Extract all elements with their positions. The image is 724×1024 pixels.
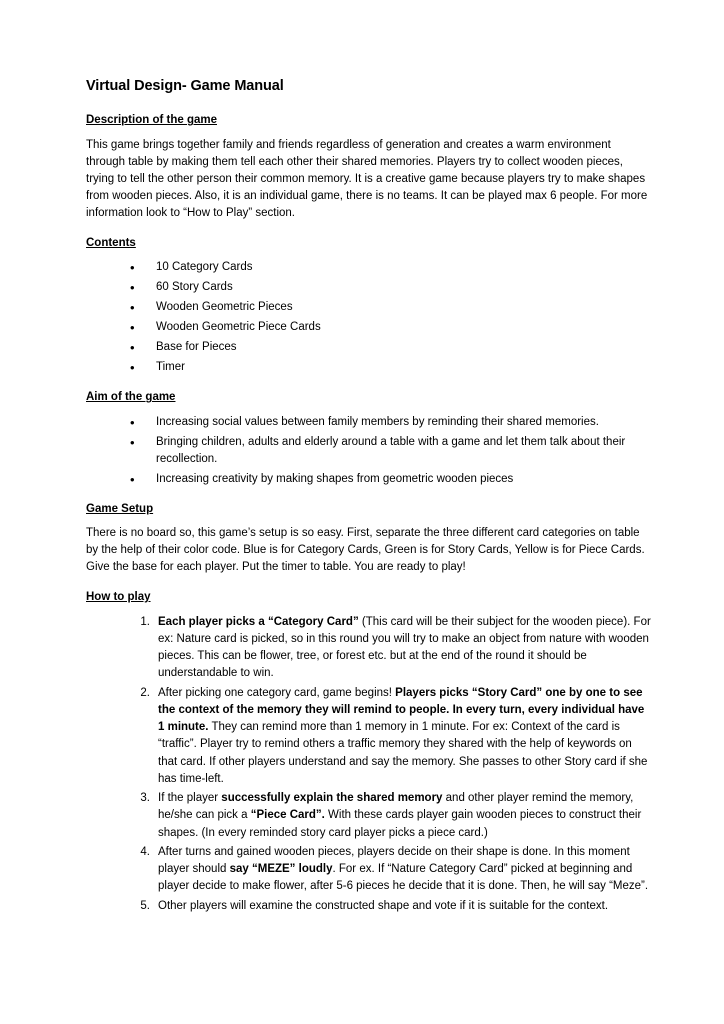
step-bold-lead: Each player picks a “Category Card” bbox=[158, 615, 359, 628]
step-text: With these cards player gain wooden pieces to construct their shapes. (In every reminded story card player picks a piece card.) bbox=[158, 809, 642, 839]
list-item: • Increasing social values between family members by reminding their shared memories. bbox=[130, 414, 652, 431]
step-bold-mid: Players picks “Story Card” one by one to see the context of the memory they will remind to people. In every turn, every individual have 1 minute. bbox=[158, 686, 645, 734]
step-bold-mid-2: “Piece Card”. bbox=[250, 809, 325, 822]
step-text-mid: and other player remind the memory, he/she can pick a bbox=[158, 792, 634, 822]
list-item bbox=[130, 898, 652, 915]
section-heading-contents: Contents bbox=[86, 236, 136, 249]
list-item bbox=[130, 614, 652, 683]
list-item bbox=[130, 685, 652, 789]
section-heading-game-setup: Game Setup bbox=[86, 502, 154, 515]
step-text-pre: After turns and gained wooden pieces, players decide on their shape is done. In this moment player should bbox=[158, 845, 630, 876]
step-text-pre: If the player bbox=[158, 792, 222, 805]
step-bold-mid: say “MEZE” loudly bbox=[229, 863, 333, 876]
description-paragraph: This game brings together family and friends regardless of generation and creates a warm environment through table by making them tell each other their shared memories. Players try to collect wooden pieces, trying to tell the other person their common memory. It is a creative game because players try to make shapes from wooden pieces. Also, it is an individual game, there is no teams. It can be played max 6 people. For more information look to “How to Play” section. bbox=[86, 138, 648, 219]
step-text-pre: After picking one category card, game begins! bbox=[158, 686, 396, 699]
list-item: • Wooden Geometric Pieces bbox=[130, 299, 652, 316]
how-to-play-list bbox=[86, 614, 652, 915]
step-text: They can remind more than 1 memory in 1 minute. For ex: Context of the card is “traffic”. Player try to remind others a traffic memory they shared with the help of keywords on that card. If other players understand and say the memory. She passes to other Story card if she has time-left. bbox=[158, 721, 648, 785]
list-item: • Wooden Geometric Piece Cards bbox=[130, 319, 652, 336]
list-item: • 10 Category Cards bbox=[130, 259, 652, 276]
list-item: • Timer bbox=[130, 359, 652, 376]
section-heading-description: Description of the game bbox=[86, 114, 217, 127]
step-bold-mid: successfully explain the shared memory bbox=[221, 792, 443, 805]
setup-paragraph: There is no board so, this game’s setup is so easy. First, separate the three different card categories on table by the help of their color code. Blue is for Category Cards, Green is for Story Cards, Yellow is for Piece Cards. Give the base for each player. Put the timer to table. You are ready to play! bbox=[86, 527, 645, 574]
section-heading-how-to-play: How to play bbox=[86, 591, 151, 604]
list-item: • Base for Pieces bbox=[130, 339, 652, 356]
list-item: • 60 Story Cards bbox=[130, 279, 652, 296]
step-text-pre: Other players will examine the constructed shape and vote if it is suitable for the context. bbox=[158, 899, 609, 912]
section-heading-aim: Aim of the game bbox=[86, 391, 176, 404]
page-title: Virtual Design- Game Manual bbox=[86, 78, 284, 94]
step-text: (This card will be their subject for the wooden piece). For ex: Nature card is picked, so in this round you will try to make an object from nature with wooden pieces. This can be flower, tree, or forest etc. but at the end of the round it should be understandable to win. bbox=[158, 615, 651, 680]
aim-list bbox=[86, 414, 652, 488]
step-text: . For ex. If “Nature Category Card” picked at beginning and player decide to make flower, after 5-6 pieces he decide that it is done. Then, he will say “Meze”. bbox=[158, 863, 649, 893]
list-item: • Increasing creativity by making shapes from geometric wooden pieces bbox=[130, 471, 652, 488]
list-item bbox=[130, 790, 652, 842]
list-item bbox=[130, 844, 652, 896]
list-item: • Bringing children, adults and elderly around a table with a game and let them talk about their recollection. bbox=[130, 434, 652, 468]
contents-list bbox=[86, 259, 652, 376]
